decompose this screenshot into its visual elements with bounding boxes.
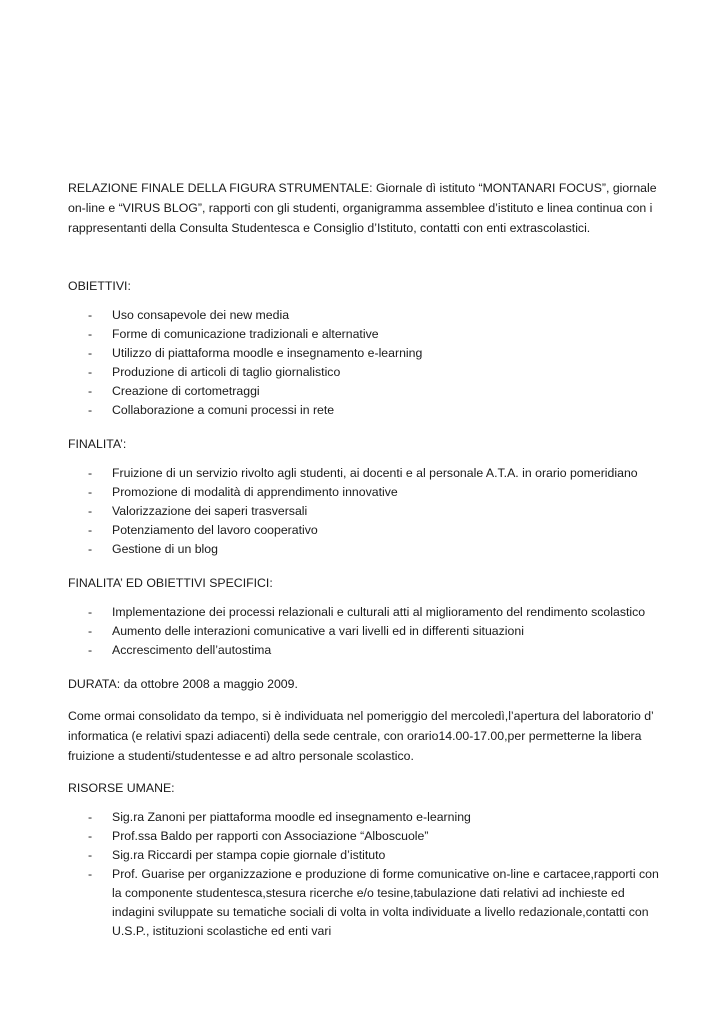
- list-item: - Gestione di un blog: [68, 540, 660, 559]
- specifici-list: [68, 603, 660, 660]
- dash-marker: -: [88, 384, 93, 398]
- risorse-list: [68, 808, 660, 941]
- finalita-heading: FINALITA’:: [68, 437, 127, 451]
- list-item: - Potenziamento del lavoro cooperativo: [68, 521, 660, 540]
- list-item: - Collaborazione a comuni processi in rete: [68, 401, 660, 420]
- list-item: - Sig.ra Riccardi per stampa copie giornale d’istituto: [68, 846, 660, 865]
- dash-marker: -: [88, 327, 93, 341]
- orario-paragraph: Come ormai consolidato da tempo, si è individuata nel pomeriggio del mercoledì,l’apertura del laboratorio d’ informatica (e relativi spazi adiacenti) della sede centrale, con orario14.00-17.00,per permetterne la libera fruizione a studenti/studentesse e ad altro personale scolastico.: [68, 709, 654, 763]
- list-item: - Forme di comunicazione tradizionali e alternative: [68, 325, 660, 344]
- dash-marker: -: [88, 403, 93, 417]
- dash-marker: -: [88, 523, 93, 537]
- dash-marker: -: [88, 542, 93, 556]
- dash-marker: -: [88, 346, 93, 360]
- dash-marker: -: [88, 624, 93, 638]
- list-item: - Aumento delle interazioni comunicative a vari livelli ed in differenti situazioni: [68, 622, 660, 641]
- obiettivi-list: [68, 306, 660, 420]
- dash-marker: -: [88, 829, 93, 843]
- dash-marker: -: [88, 848, 93, 862]
- specifici-heading: FINALITA’ ED OBIETTIVI SPECIFICI:: [68, 576, 273, 590]
- durata-paragraph: DURATA: da ottobre 2008 a maggio 2009.: [68, 677, 298, 691]
- list-item: - Sig.ra Zanoni per piattaforma moodle ed insegnamento e-learning: [68, 808, 660, 827]
- dash-marker: -: [88, 485, 93, 499]
- dash-marker: -: [88, 365, 93, 379]
- dash-marker: -: [88, 643, 93, 657]
- list-item: - Implementazione dei processi relazionali e culturali atti al miglioramento del rendimento scolastico: [68, 603, 660, 622]
- finalita-list: [68, 464, 660, 559]
- list-item: - Valorizzazione dei saperi trasversali: [68, 502, 660, 521]
- dash-marker: -: [88, 605, 93, 619]
- document-page: [68, 178, 660, 955]
- dash-marker: -: [88, 308, 93, 322]
- intro-paragraph: RELAZIONE FINALE DELLA FIGURA STRUMENTALE: Giornale dì istituto “MONTANARI FOCUS”, giornale on-line e “VIRUS BLOG”, rapporti con gli studenti, organigramma assemblee d’istituto e linea continua con i rappresentanti della Consulta Studentesca e Consiglio d’Istituto, contatti con enti extrascolastici.: [68, 181, 657, 235]
- list-item: - Accrescimento dell’autostima: [68, 641, 660, 660]
- obiettivi-heading: OBIETTIVI:: [68, 279, 131, 293]
- list-item: - Prof.ssa Baldo per rapporti con Associazione “Alboscuole”: [68, 827, 660, 846]
- list-item: - Uso consapevole dei new media: [68, 306, 660, 325]
- risorse-heading: RISORSE UMANE:: [68, 781, 175, 795]
- list-item: - Produzione di articoli di taglio giornalistico: [68, 363, 660, 382]
- dash-marker: -: [88, 867, 93, 881]
- dash-marker: -: [88, 466, 93, 480]
- list-item: - Fruizione di un servizio rivolto agli studenti, ai docenti e al personale A.T.A. in orario pomeridiano: [68, 464, 660, 483]
- list-item: - Prof. Guarise per organizzazione e produzione di forme comunicative on-line e cartacee,rapporti con la componente studentesca,stesura ricerche e/o tesine,tabulazione dati relativi ad inchieste ed indagini sviluppate su tematiche sociali di volta in volta individuate a livello redazionale,contatti con U.S.P., istituzioni scolastiche ed enti vari: [88, 867, 659, 938]
- list-item: - Utilizzo di piattaforma moodle e insegnamento e-learning: [68, 344, 660, 363]
- dash-marker: -: [88, 504, 93, 518]
- list-item: - Promozione di modalità di apprendimento innovative: [68, 483, 660, 502]
- list-item: - Creazione di cortometraggi: [68, 382, 660, 401]
- dash-marker: -: [88, 810, 93, 824]
